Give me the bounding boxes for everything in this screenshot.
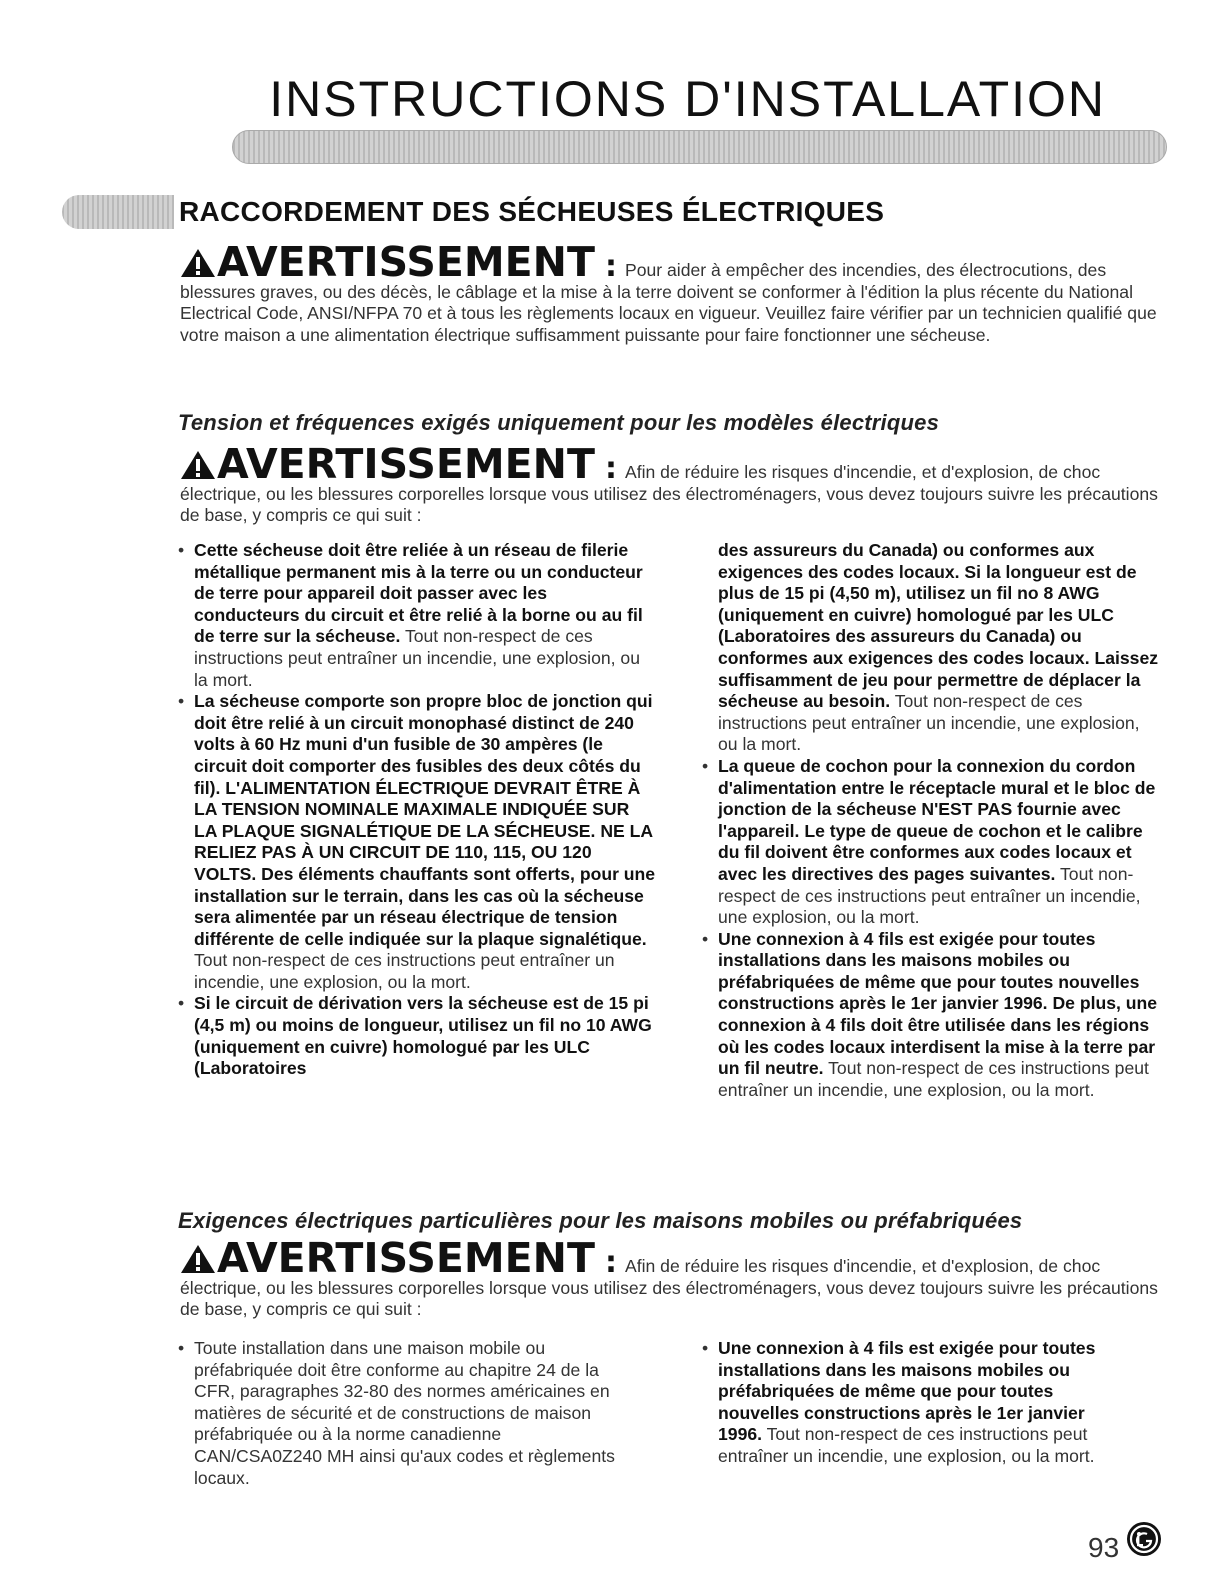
list-item: • La queue de cochon pour la connexion du cordon d'alimentation entre le réceptacle mural et le bloc de jonction de la sécheuse N'EST PAS fournie avec l'appareil. Le type de queue de cochon et le calibre du fil doivent être conformes aux codes locaux et avec les directives des pages suivantes. Tout non-respect de ces instructions peut entraîner un incendie, une explosion, ou la mort. <box>700 756 1162 929</box>
warning-triangle-icon <box>180 450 216 480</box>
warning-2-text: Afin de réduire les risques d'incendie, et d'explosion, de choc électrique, ou les blessures corporelles lorsque vous utilisez des électroménagers, vous devez toujours suivre les précautions de base, y compris ce qui suit : <box>180 462 1158 525</box>
page-number: 93 <box>1088 1532 1120 1563</box>
list-item: • La sécheuse comporte son propre bloc de jonction qui doit être relié à un circuit monophasé distinct de 240 volts à 60 Hz muni d'un fusible de 30 ampères (le circuit doit comporter des fusibles des deux côtés du fil). L'ALIMENTATION ÉLECTRIQUE DEVRAIT ÊTRE À LA TENSION NOMINALE MAXIMALE INDIQUÉE SUR LA PLAQUE SIGNALÉTIQUE DE LA SÉCHEUSE. NE LA RELIEZ PAS À UN CIRCUIT DE 110, 115, OU 120 VOLTS. Des éléments chauffants sont offerts, pour une installation sur le terrain, dans les cas où la sécheuse sera alimentée par un réseau électrique de tension différente de celle indiquée sur la plaque signalétique. Tout non-respect de ces instructions peut entraîner un incendie, une explosion, ou la mort. <box>176 691 656 993</box>
list-item-continued: des assureurs du Canada) ou conformes aux exigences des codes locaux. Si la longueur est de plus de 15 pi (4,50 m), utilisez un fil no 8 AWG (uniquement en cuivre) homologué par les ULC (Laboratoires des assureurs du Canada) ou conformes aux exigences des codes locaux. Laissez suffisamment de jeu pour permettre de déplacer la sécheuse au besoin. Tout non-respect de ces instructions peut entraîner un incendie, une explosion, ou la mort. <box>718 540 1159 755</box>
list-item: • Toute installation dans une maison mobile ou préfabriquée doit être conforme au chapitre 24 de la CFR, paragraphes 32-80 des normes américaines en matières de sécurité et de constructions de maison préfabriquée ou à la norme canadienne CAN/CSA0Z240 MH ainsi qu'aux codes et règlements locaux. <box>176 1338 616 1489</box>
section-bar-decoration <box>62 195 174 229</box>
section-title: RACCORDEMENT DES SÉCHEUSES ÉLECTRIQUES <box>179 196 885 227</box>
list-item: • Si le circuit de dérivation vers la sécheuse est de 15 pi (4,5 m) ou moins de longueur, utilisez un fil no 10 AWG (uniquement en cuivre) homologué par les ULC (Laboratoires <box>176 993 656 1079</box>
warning-block-1 <box>180 238 1160 346</box>
list-1-left-column <box>176 540 656 1080</box>
warning-1-text: Pour aider à empêcher des incendies, des électrocutions, des blessures graves, ou des décès, le câblage et la mise à la terre doivent se conformer à l'édition la plus récente du National Electrical Code, ANSI/NFPA 70 et à tous les règlements locaux en vigueur. Veuillez faire vérifier par un technicien qualifié que votre maison a une alimentation électrique suffisamment puissante pour faire fonctionner une sécheuse. <box>180 260 1157 345</box>
warning-triangle-icon <box>180 248 216 278</box>
warning-colon: : <box>604 249 617 284</box>
list-item: • Une connexion à 4 fils est exigée pour toutes installations dans les maisons mobiles ou préfabriquées de même que pour toutes nouvelles constructions après le 1er janvier 1996. De plus, une connexion à 4 fils doit être utilisée dans les régions où les codes locaux interdisent la mise à la terre par un fil neutre. Tout non-respect de ces instructions peut entraîner un incendie, une explosion, ou la mort. <box>700 929 1162 1102</box>
title-bar-decoration <box>232 130 1167 164</box>
warning-colon: : <box>604 451 617 486</box>
page-title: INSTRUCTIONS D'INSTALLATION <box>269 71 1106 127</box>
list-2-right-column <box>700 1338 1120 1468</box>
warning-word: AVERTISSEMENT <box>217 440 595 488</box>
list-1-right-column <box>700 540 1162 1101</box>
warning-word: AVERTISSEMENT <box>217 238 595 286</box>
warning-block-2 <box>180 440 1160 527</box>
list-2-left-column <box>176 1338 616 1489</box>
warning-triangle-icon <box>180 1244 216 1274</box>
warning-colon: : <box>604 1245 617 1280</box>
warning-word: AVERTISSEMENT <box>217 1234 595 1282</box>
warning-3-text: Afin de réduire les risques d'incendie, et d'explosion, de choc électrique, ou les blessures corporelles lorsque vous utilisez des électroménagers, vous devez toujours suivre les précautions de base, y compris ce qui suit : <box>180 1256 1158 1319</box>
list-item: • Une connexion à 4 fils est exigée pour toutes installations dans les maisons mobiles ou préfabriquées de même que pour toutes nouvelles constructions après le 1er janvier 1996. Tout non-respect de ces instructions peut entraîner un incendie, une explosion, ou la mort. <box>700 1338 1120 1468</box>
list-item: • Cette sécheuse doit être reliée à un réseau de filerie métallique permanent mis à la terre ou un conducteur de terre pour appareil doit passer avec les conducteurs du circuit et être relié à la borne ou au fil de terre sur la sécheuse. Tout non-respect de ces instructions peut entraîner un incendie, une explosion, ou la mort. <box>176 540 656 691</box>
warning-block-3 <box>180 1234 1160 1321</box>
lg-logo-icon <box>1125 1520 1163 1558</box>
subhead-mobile-homes: Exigences électriques particulières pour les maisons mobiles ou préfabriquées <box>178 1208 1023 1233</box>
subhead-voltage: Tension et fréquences exigés uniquement pour les modèles électriques <box>178 410 939 435</box>
